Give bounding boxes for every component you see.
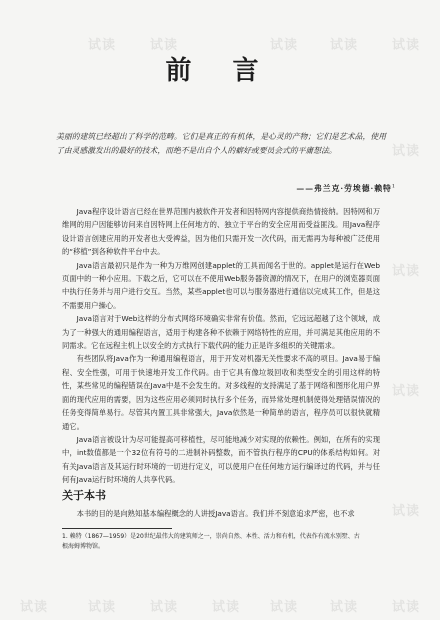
watermark-text: 试读	[392, 504, 421, 519]
watermark-text: 试读	[212, 600, 241, 615]
watermark-text: 试读	[330, 600, 359, 615]
section-body	[62, 507, 380, 520]
watermark-text: 试读	[392, 600, 421, 615]
body-paragraph: Java程序设计语言已经在世界范围内被软件开发者和因特网内容提供商热情接纳。因特网和万维网的用户因能够访问来自因特网上任何地方的、独立于平台的安全应用而受益匪浅。用Java程序设计语言创建应用的开发者也大受裨益，因为他们只需开发一次代码，而无需再为每种被广泛使用的“移植”到各种软件平台中去。	[62, 207, 380, 257]
watermark-text: 试读	[270, 600, 299, 615]
footnote: 1. 赖特（1867—1959）是20世纪最伟大的建筑师之一，崇尚自然、本性、活力和有机，代表作有流水别墅、古根海姆博物馆。	[62, 533, 360, 550]
footnote-marker: 1	[391, 183, 396, 190]
epigraph-quote: 美丽的建筑已经超出了科学的范畴。它们是真正的有机体，是心灵的产物；它们是艺术品，使用了由灵感激发出的最好的技术，而绝不是出自个人的癖好或要员会式的平庸想法。	[56, 132, 386, 155]
watermark-text: 试读	[150, 38, 179, 53]
watermark-text: 试读	[88, 38, 117, 53]
section-heading: 关于本书	[62, 489, 106, 502]
watermark-text: 试读	[392, 144, 421, 159]
watermark-text: 试读	[392, 38, 421, 53]
watermark-text: 试读	[20, 600, 49, 615]
footnote-divider	[62, 528, 172, 529]
body-paragraph: Java语言对于Web这样的分布式网络环境确实非常有价值。然而，它远远超越了这个领域，成为了一种强大的通用编程语言，适用于构建各种不依赖于网络特性的应用，并可满足其他应用的不同需求。它在远程主机上以安全的方式执行下载代码的能力正是许多组织的关键需求。	[62, 314, 380, 351]
page-title: 前 言	[165, 56, 275, 86]
attribution-name: ——弗兰克·劳埃德·赖特	[296, 184, 392, 193]
watermark-text: 试读	[392, 384, 421, 399]
epigraph-attribution	[296, 183, 396, 194]
watermark-text: 试读	[330, 38, 359, 53]
body-paragraph: Java语言被设计为尽可能提高可移植性，尽可能地减少对实现的依赖性。例如，在所有的实现中，int数值都是一个32位有符号的二进制补码整数，而不管执行程序的CPU的体系结构如何。对有关Java语言及其运行时环境的一切进行定义，可以使用户在任何地方运行编译过的代码，并与任何有Java运行时环境的人共享代码。	[62, 434, 380, 485]
body-paragraph: Java语言最初只是作为一种为万维网创建applet的工具而闻名于世的。applet是运行在Web页面中的一种小应用。下载之后，它可以在不使用Web服务器资源的情况下，在用户的浏览器页面中执行任务并与用户进行交互。当然，某些applet也可以与服务器进行通信以完成其工作，但是这不需要用户操心。	[62, 260, 380, 310]
body-paragraph: 有些团队将Java作为一种通用编程语言，用于开发对机器无关性要求不高的项目。Java易于编程、安全性强，可用于快速地开发工作代码。由于它具有像垃圾回收和类型安全的引用这样的特性，某些常见的编程错误在Java中是不会发生的。对多线程的支持满足了基于网络和图形化用户界面的现代应用的需要，因为这些应用必须同时执行多个任务，而异常处理机制使得处理错误情况的任务变得简单易行。尽管其内置工具非常强大，Java依然是一种简单的语言，程序员可以很快就精通它。	[62, 354, 380, 431]
watermark-text: 试读	[270, 38, 299, 53]
watermark-text: 试读	[392, 264, 421, 279]
watermark-text: 试读	[150, 600, 179, 615]
body-paragraph: 本书的目的是向熟知基本编程概念的人讲授Java语言。我们并不刻意追求严密，也不求	[76, 509, 355, 518]
watermark-text: 试读	[88, 600, 117, 615]
preface-body	[62, 205, 380, 487]
